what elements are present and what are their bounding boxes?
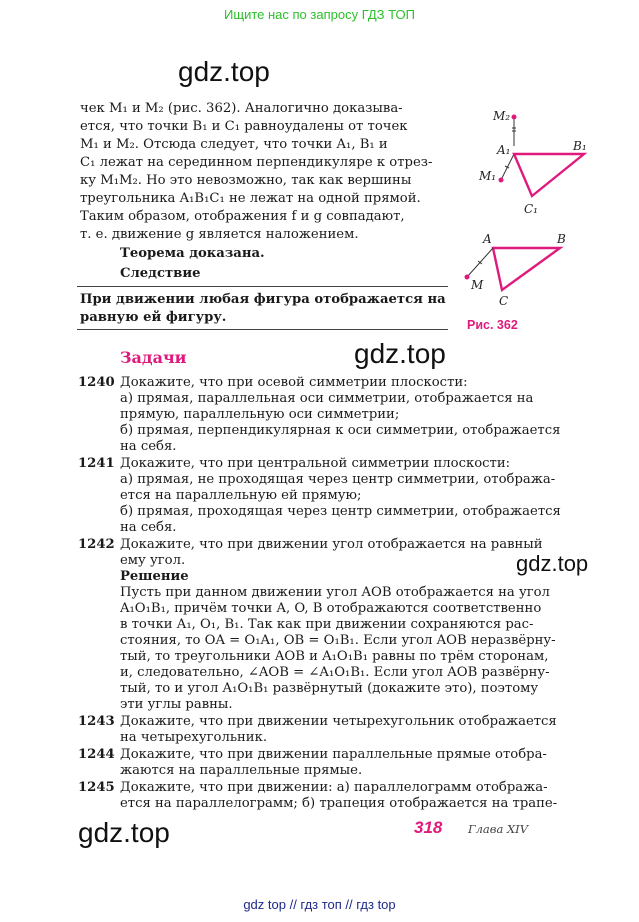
label-m1: M₁ [479, 169, 497, 183]
figure-caption: Рис. 362 [467, 318, 518, 332]
label-c1: C₁ [524, 202, 538, 216]
label-b1: B₁ [573, 139, 587, 153]
task-line: б) прямая, проходящая через центр симметрии, отображается [120, 504, 561, 519]
tasks-heading: Задачи [120, 348, 187, 367]
proof-line: ку M₁M₂. Но это невозможно, так как вершины [80, 173, 412, 188]
label-a1: A₁ [497, 143, 511, 157]
corollary-line: При движении любая фигура отображается на [80, 292, 446, 307]
task-line: Докажите, что при центральной симметрии плоскости: [120, 456, 511, 471]
solution-line: и, следовательно, ∠AOB = ∠A₁O₁B₁. Если угол AOB развёрну- [120, 665, 550, 680]
task-number: 1244 [78, 747, 115, 762]
task-line: на себя. [120, 520, 177, 535]
triangle-abc [493, 248, 560, 290]
solution-line: тый, то треугольники AOB и A₁O₁B₁ равны по трём сторонам, [120, 649, 549, 664]
task-number: 1243 [78, 714, 115, 729]
top-banner[interactable]: Ищите нас по запросу ГДЗ ТОП [224, 7, 415, 22]
point-m2 [512, 115, 517, 120]
proof-line: чек M₁ и M₂ (рис. 362). Аналогично доказыва- [80, 101, 403, 116]
corollary-line: равную ей фигуру. [80, 310, 227, 325]
corollary-title: Следствие [120, 266, 201, 281]
label-c: C [499, 294, 509, 308]
label-a: A [483, 232, 492, 246]
task-line: ется на параллельную ей прямую; [120, 488, 362, 503]
solution-line: в точки A₁, O₁, B₁. Так как при движении сохраняются рас- [120, 617, 534, 632]
task-line: ему угол. [120, 553, 186, 568]
task-number: 1245 [78, 780, 115, 795]
watermark: gdz.top [516, 551, 589, 576]
task-line: Докажите, что при движении параллельные прямые отобра- [120, 747, 547, 762]
solution-line: A₁O₁B₁, причём точки A, O, B отображаются соответственно [120, 601, 542, 616]
task-line: Докажите, что при осевой симметрии плоскости: [120, 375, 468, 390]
proof-line: ется, что точки B₁ и C₁ равноудалены от точек [80, 119, 408, 134]
bottom-triangle [465, 232, 567, 308]
label-m: M [471, 278, 484, 292]
watermark: gdz.top [178, 56, 270, 87]
task-line: ется на параллелограмм; б) трапеция отображается на трапе- [120, 796, 558, 811]
solution-line: стояния, то OA = O₁A₁, OB = O₁B₁. Если угол AOB неразвёрну- [120, 633, 556, 648]
corollary-rule-top [77, 286, 448, 287]
task-line: Докажите, что при движении угол отображается на равный [120, 537, 543, 552]
proof-line: Таким образом, отображения f и g совпадают, [80, 209, 405, 224]
watermark: gdz.top [78, 817, 170, 848]
proof-line: т. е. движение g является наложением. [80, 227, 359, 242]
solution-line: Пусть при данном движении угол AOB отображается на угол [120, 585, 550, 600]
solution-title: Решение [120, 569, 189, 584]
task-line: а) прямая, не проходящая через центр симметрии, отобража- [120, 472, 556, 487]
chapter-label: Глава XIV [468, 822, 529, 836]
task-number: 1241 [78, 456, 115, 471]
figure-362 [460, 104, 600, 314]
corollary-rule-bottom [77, 329, 448, 330]
task-line: на четырехугольник. [120, 730, 268, 745]
task-line: а) прямая, параллельная оси симметрии, отображается на [120, 391, 534, 406]
point-m1 [499, 178, 504, 183]
label-b: B [557, 232, 566, 246]
task-line: б) прямая, перпендикулярная к оси симметрии, отображается [120, 423, 561, 438]
solution-line: тый, то и угол A₁O₁B₁ развёрнутый (докажите это), поэтому [120, 681, 539, 696]
task-line: прямую, параллельную оси симметрии; [120, 407, 400, 422]
task-number: 1240 [78, 375, 115, 390]
task-number: 1242 [78, 537, 115, 552]
theorem-done: Теорема доказана. [120, 246, 265, 261]
proof-line: C₁ лежат на серединном перпендикуляре к отрез- [80, 155, 433, 170]
watermark: gdz.top [354, 338, 446, 369]
label-m2: M₂ [493, 109, 511, 123]
task-line: на себя. [120, 439, 177, 454]
proof-line: M₁ и M₂. Отсюда следует, что точки A₁, B₁ и [80, 137, 388, 152]
footer-links[interactable]: gdz top // гдз топ // гдз top [243, 897, 396, 912]
proof-line: треугольника A₁B₁C₁ не лежат на одной прямой. [80, 191, 421, 206]
task-line: Докажите, что при движении четырехугольник отображается [120, 714, 557, 729]
task-line: жаются на параллельные прямые. [120, 763, 363, 778]
top-triangle [478, 109, 587, 216]
page-number: 318 [414, 818, 443, 837]
solution-line: эти углы равны. [120, 697, 233, 712]
triangle-a1b1c1 [514, 154, 584, 196]
task-line: Докажите, что при движении: а) параллелограмм отобража- [120, 780, 548, 795]
point-m [465, 275, 470, 280]
